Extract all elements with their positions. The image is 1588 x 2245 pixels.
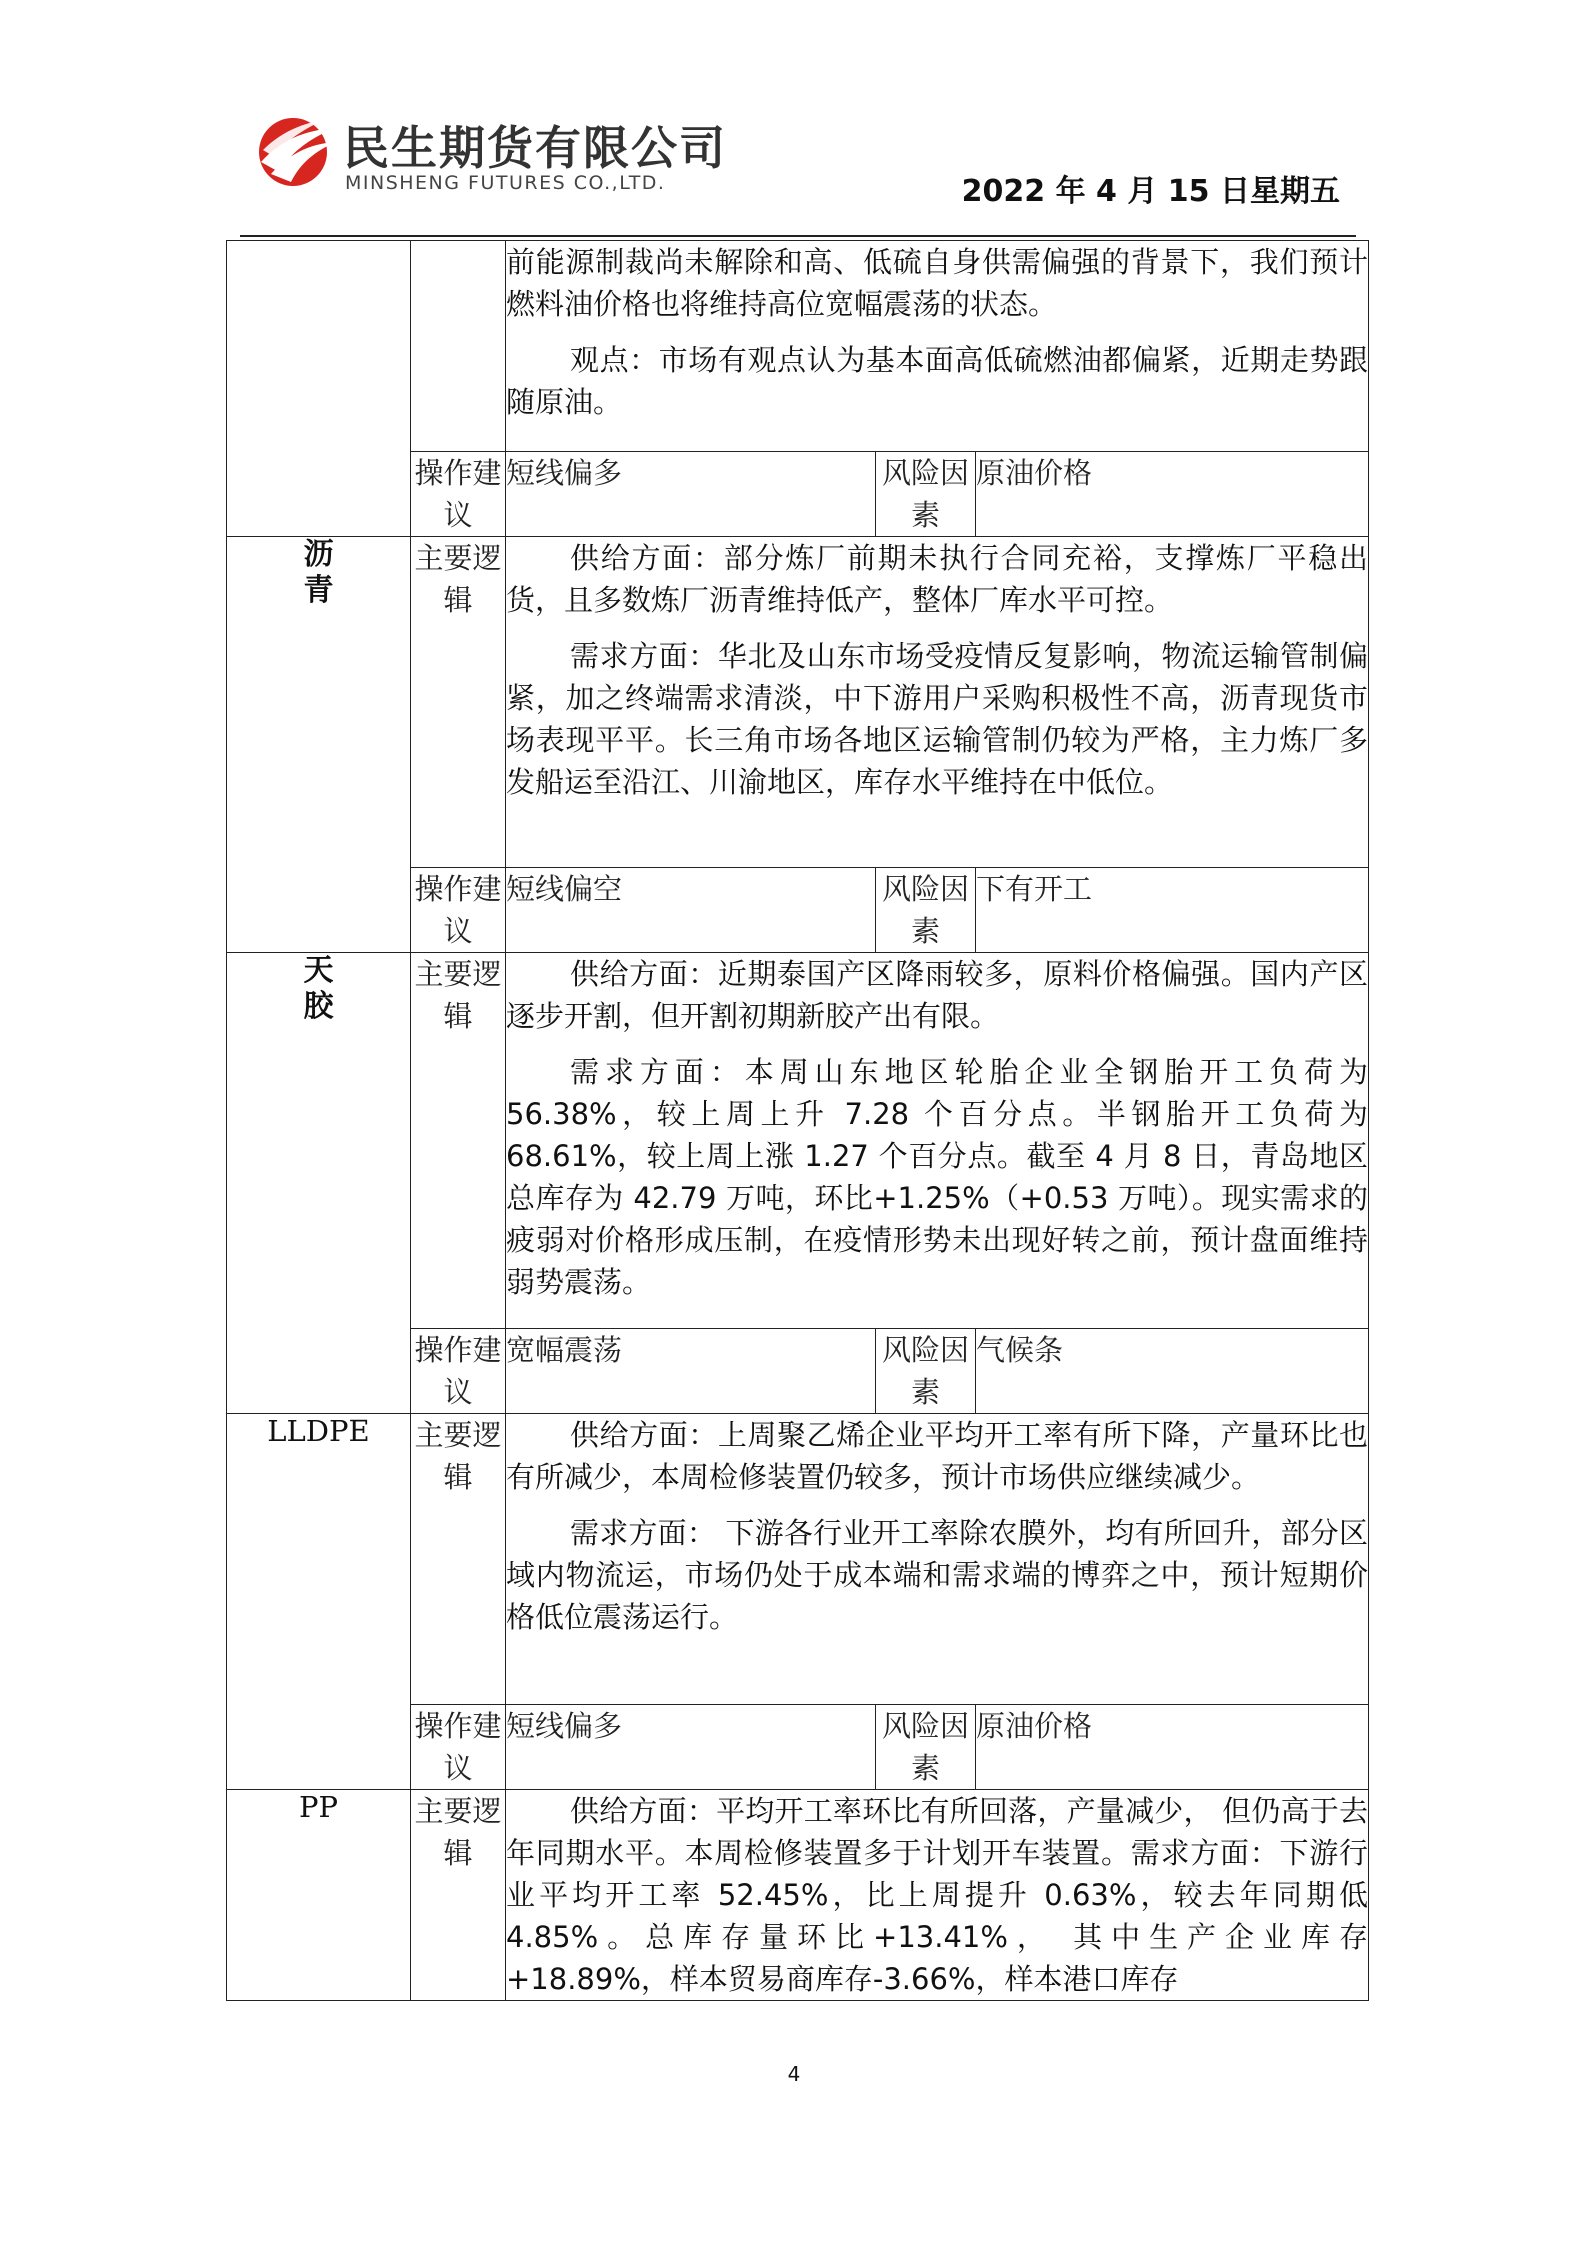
header-rule [240, 235, 1356, 237]
logic-label: 主要逻辑 [411, 537, 506, 868]
page-header [0, 0, 1588, 240]
operation-value: 宽幅震荡 [506, 1329, 876, 1414]
minsheng-logo-icon [253, 110, 337, 190]
logic-content-cell [506, 537, 1369, 868]
operation-value: 短线偏空 [506, 868, 876, 953]
risk-label: 风险因素 [876, 1705, 976, 1790]
risk-label: 风险因素 [876, 868, 976, 953]
company-name-en: MINSHENG FUTURES CO.,LTD. [345, 172, 666, 194]
logic-paragraph: 供给方面：近期泰国产区降雨较多，原料价格偏强。国内产区逐步开割，但开割初期新胶产出有限。 [506, 957, 1369, 1033]
operation-label: 操作建议 [411, 1329, 506, 1414]
logic-content-cell [506, 953, 1369, 1329]
category-name: 天胶 [303, 953, 334, 1024]
risk-value: 下有开工 [976, 868, 1369, 953]
logic-paragraph: 前能源制裁尚未解除和高、低硫自身供需偏强的背景下，我们预计燃料油价格也将维持高位宽幅震荡的状态。 [506, 245, 1369, 321]
category-cell [227, 241, 411, 537]
risk-label: 风险因素 [876, 452, 976, 537]
logic-paragraph: 需求方面： 下游各行业开工率除农膜外，均有所回升，部分区域内物流运，市场仍处于成本端和需求端的博弈之中，预计短期价格低位震荡运行。 [506, 1516, 1369, 1634]
logic-paragraph: 需求方面：华北及山东市场受疫情反复影响，物流运输管制偏紧，加之终端需求清淡，中下游用户采购积极性不高，沥青现货市场表现平平。长三角市场各地区运输管制仍较为严格，主力炼厂多发船运至沿江、川渝地区，库存水平维持在中低位。 [506, 639, 1369, 799]
category-cell [227, 537, 411, 953]
logic-paragraph: 供给方面：平均开工率环比有所回落，产量减少， 但仍高于去年同期水平。本周检修装置多于计划开车装置。需求方面：下游行业平均开工率 52.45%，比上周提升 0.63%，较去年同期低 4.85%。总库存量环比+13.41%， 其中生产企业库存+18.89%，样本贸易商库存-3.66%，样本港口库存 [506, 1794, 1369, 1996]
category-cell: LLDPE [227, 1414, 411, 1790]
logic-content-cell [506, 1414, 1369, 1705]
table-row [227, 241, 1369, 452]
report-date: 2022 年 4 月 15 日星期五 [961, 174, 1340, 209]
table-row [227, 537, 1369, 868]
category-name: 沥青 [303, 537, 334, 608]
strategy-table [226, 240, 1369, 2001]
logic-label-cell [411, 241, 506, 452]
category-cell [227, 953, 411, 1414]
logic-paragraph: 供给方面：上周聚乙烯企业平均开工率有所下降，产量环比也有所减少，本周检修装置仍较多，预计市场供应继续减少。 [506, 1418, 1369, 1494]
risk-value: 气候条 [976, 1329, 1369, 1414]
logic-paragraph: 需求方面：本周山东地区轮胎企业全钢胎开工负荷为 56.38%，较上周上升 7.28 个百分点。半钢胎开工负荷为 68.61%，较上周上涨 1.27 个百分点。截至 4 月 8 日，青岛地区总库存为 42.79 万吨，环比+1.25%（+0.53 万吨）。现实需求的疲弱对价格形成压制，在疫情形势未出现好转之前，预计盘面维持弱势震荡。 [506, 1055, 1369, 1299]
category-cell: PP [227, 1790, 411, 2001]
company-name-cn: 民生期货有限公司 [343, 121, 727, 175]
logic-content-cell [506, 1790, 1369, 2001]
table-row [227, 1414, 1369, 1705]
logic-content-cell [506, 241, 1369, 452]
risk-value: 原油价格 [976, 452, 1369, 537]
company-logo [253, 110, 733, 200]
page-number: 4 [787, 2062, 801, 2086]
logic-paragraph: 供给方面：部分炼厂前期未执行合同充裕，支撑炼厂平稳出货，且多数炼厂沥青维持低产，整体厂库水平可控。 [506, 541, 1369, 617]
operation-label: 操作建议 [411, 452, 506, 537]
operation-label: 操作建议 [411, 868, 506, 953]
risk-label: 风险因素 [876, 1329, 976, 1414]
logic-label: 主要逻辑 [411, 1790, 506, 2001]
operation-value: 短线偏多 [506, 452, 876, 537]
risk-value: 原油价格 [976, 1705, 1369, 1790]
logic-label: 主要逻辑 [411, 1414, 506, 1705]
operation-value: 短线偏多 [506, 1705, 876, 1790]
table-row [227, 1790, 1369, 2001]
table-row [227, 953, 1369, 1329]
logic-paragraph: 观点：市场有观点认为基本面高低硫燃油都偏紧，近期走势跟随原油。 [506, 343, 1369, 419]
operation-label: 操作建议 [411, 1705, 506, 1790]
logic-label: 主要逻辑 [411, 953, 506, 1329]
